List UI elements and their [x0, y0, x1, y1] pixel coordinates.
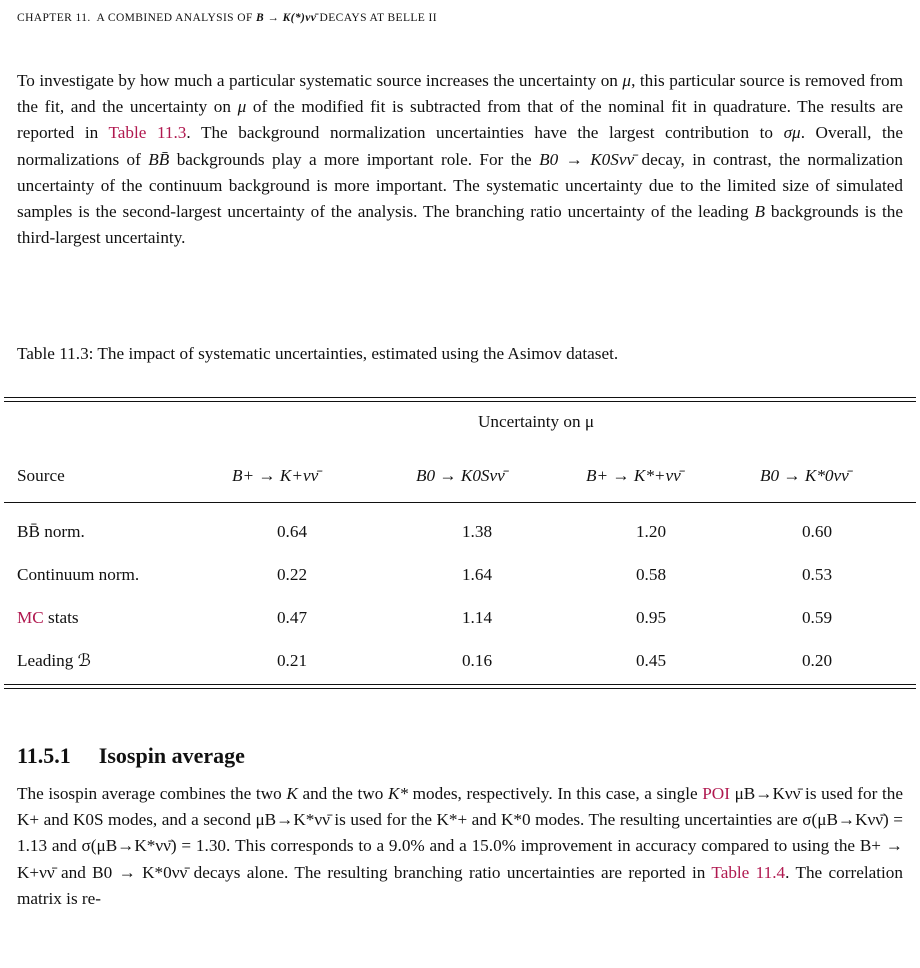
section-heading: [17, 743, 245, 769]
table-cell: 0.59: [801, 608, 833, 627]
col-header-4: B0 → K*0νν̄: [760, 466, 849, 485]
table-cell: 1.64: [461, 565, 493, 584]
para1-mu-1: μ: [622, 71, 632, 90]
table-top-rule-2: [4, 401, 916, 402]
source-header: Source: [17, 466, 65, 485]
section-title: Isospin average: [98, 743, 245, 768]
table-cell: 0.22: [276, 565, 308, 584]
para2-text-3: modes, respectively. In this case, a single: [408, 784, 703, 803]
table-cell: 0.58: [635, 565, 667, 584]
table-cell: 0.47: [276, 608, 308, 627]
table-header-row: [0, 466, 920, 492]
table-row: [0, 608, 920, 634]
row-label-rest: stats: [43, 608, 79, 627]
table-row: [0, 651, 920, 677]
table-row: [0, 522, 920, 548]
para1-text-3: of the modified fit is subtracted from that of the nominal fit in quadrature. The results are reported in: [17, 97, 903, 143]
row-label: Leading ℬ: [17, 651, 92, 670]
para2-kstar: K*: [387, 784, 409, 803]
row-label: Continuum norm.: [17, 565, 140, 584]
table-cell: 0.45: [635, 651, 667, 670]
para1-text-7: decay, in contrast, the normalization uncertainty of the continuum background is more important. The systematic uncertainty due to the limited size of simulated samples is the second-largest uncertainty of the analysis. The branching ratio uncertainty of the leading: [17, 149, 903, 222]
table-cell: 0.21: [276, 651, 308, 670]
chapter-title-pre: A COMBINED ANALYSIS OF: [96, 12, 257, 24]
table-cell: 1.38: [461, 522, 493, 541]
table-cell: 0.95: [635, 608, 667, 627]
chapter-title-post: DECAYS AT BELLE II: [316, 12, 437, 24]
table-top-rule-1: [4, 397, 916, 398]
table-11-4-link[interactable]: Table 11.4: [711, 862, 786, 882]
row-label: [17, 608, 79, 628]
para2-text-5: . The correlation matrix is re-: [17, 862, 903, 908]
table-cell: 1.20: [635, 522, 667, 541]
para1-text-6: backgrounds play a more important role. For the: [169, 149, 540, 169]
mc-acronym-link[interactable]: MC: [17, 608, 44, 627]
para2-text-4: μB→Kνν̄ is used for the K+ and K0S modes, and a second μB→K*νν̄ is used for the K*+ and K*0 modes. The resulting uncertainties are σ(μB→Kνν̄) = 1.13 and σ(μB→K*νν̄) = 1.30. This corresponds to a 9.0% and a 15.0% improvement in accuracy compared to using the B+ → K+νν̄ and B0 → K*0νν̄ decays alone. The resulting branching ratio uncertainties are reported in: [17, 784, 903, 882]
para1-b: B: [754, 202, 765, 222]
col-header-3: B+ → K*+νν̄: [586, 466, 681, 485]
table-cell: 0.20: [801, 651, 833, 670]
col-header-2: B0 → K0Sνν̄: [416, 466, 505, 485]
running-header: [17, 12, 437, 24]
col-header-1: B+ → K+νν̄: [232, 466, 319, 485]
isospin-paragraph: [17, 781, 903, 912]
table-11-3-link[interactable]: Table 11.3: [108, 123, 187, 143]
table-cell: 0.60: [801, 522, 833, 541]
para1-text-1: To investigate by how much a particular systematic source increases the uncertainty on: [17, 71, 623, 90]
para1-text-4: . The background normalization uncertainties have the largest contribution to: [186, 123, 784, 143]
section-number: 11.5.1: [17, 743, 71, 768]
table-bottom-rule-1: [4, 684, 916, 685]
group-header: Uncertainty on μ: [478, 412, 595, 431]
para1-text-2: , this particular source is removed from the fit, and the uncertainty on: [17, 71, 904, 117]
table-caption: Table 11.3: The impact of systematic uncertainties, estimated using the Asimov dataset.: [17, 344, 619, 363]
para2-text-1: The isospin average combines the two: [17, 784, 287, 803]
para1-mu-2: μ: [237, 97, 247, 117]
poi-acronym-link[interactable]: POI: [702, 784, 730, 803]
para1-text-5: . Overall, the normalizations of: [17, 123, 903, 169]
para1-text-8: backgrounds is the third-largest uncertainty.: [17, 202, 903, 248]
para2-text-2: and the two: [297, 784, 388, 803]
chapter-label: CHAPTER 11.: [17, 12, 91, 24]
table-bottom-rule-2: [4, 688, 916, 689]
intro-paragraph: [17, 68, 903, 251]
chapter-title-math: B → K(*)νν̄: [256, 12, 317, 24]
table-cell: 0.64: [276, 522, 308, 541]
table-cell: 1.14: [461, 608, 493, 627]
table-row: [0, 565, 920, 591]
para1-sigma: σμ: [783, 123, 801, 143]
para1-bbbar: BB̄: [148, 149, 170, 169]
table-cell: 0.16: [461, 651, 493, 670]
para1-decay: B0 → K0Sνν̄: [539, 149, 635, 169]
row-label: BB̄ norm.: [17, 522, 85, 541]
table-cell: 0.53: [801, 565, 833, 584]
table-mid-rule: [4, 502, 916, 503]
para2-k: K: [286, 784, 298, 803]
